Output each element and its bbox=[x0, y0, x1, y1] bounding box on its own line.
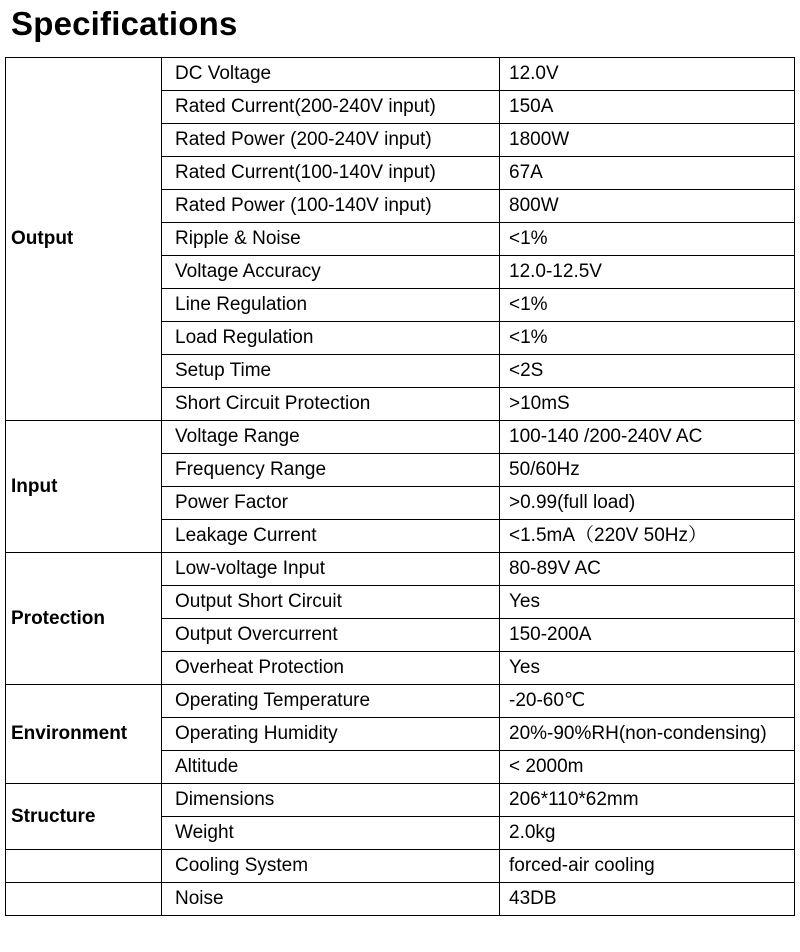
spec-parameter: Low-voltage Input bbox=[162, 553, 500, 586]
spec-parameter: Setup Time bbox=[162, 355, 500, 388]
spec-parameter: DC Voltage bbox=[162, 58, 500, 91]
spec-value: <1% bbox=[500, 322, 795, 355]
spec-row bbox=[6, 553, 795, 586]
spec-row bbox=[6, 784, 795, 817]
spec-parameter: Altitude bbox=[162, 751, 500, 784]
spec-value: >0.99(full load) bbox=[500, 487, 795, 520]
spec-parameter: Rated Current(100-140V input) bbox=[162, 157, 500, 190]
spec-parameter: Voltage Range bbox=[162, 421, 500, 454]
spec-row bbox=[6, 883, 795, 916]
spec-value: 1800W bbox=[500, 124, 795, 157]
spec-value: 800W bbox=[500, 190, 795, 223]
spec-parameter: Weight bbox=[162, 817, 500, 850]
spec-value: 50/60Hz bbox=[500, 454, 795, 487]
spec-group-label: Structure bbox=[6, 784, 162, 850]
spec-value: >10mS bbox=[500, 388, 795, 421]
page-title: Specifications bbox=[11, 5, 238, 42]
spec-row bbox=[6, 58, 795, 91]
spec-parameter: Ripple & Noise bbox=[162, 223, 500, 256]
spec-value: 43DB bbox=[500, 883, 795, 916]
spec-row bbox=[6, 685, 795, 718]
spec-group-label bbox=[6, 883, 162, 916]
spec-parameter: Rated Power (200-240V input) bbox=[162, 124, 500, 157]
spec-parameter: Frequency Range bbox=[162, 454, 500, 487]
spec-row bbox=[6, 421, 795, 454]
spec-value: 150A bbox=[500, 91, 795, 124]
spec-parameter: Power Factor bbox=[162, 487, 500, 520]
spec-group-label: Protection bbox=[6, 553, 162, 685]
spec-row bbox=[6, 850, 795, 883]
spec-value: 12.0-12.5V bbox=[500, 256, 795, 289]
spec-parameter: Leakage Current bbox=[162, 520, 500, 553]
spec-parameter: Voltage Accuracy bbox=[162, 256, 500, 289]
spec-parameter: Output Overcurrent bbox=[162, 619, 500, 652]
spec-group-label: Environment bbox=[6, 685, 162, 784]
spec-parameter: Noise bbox=[162, 883, 500, 916]
specifications-table-body bbox=[6, 58, 795, 916]
spec-parameter: Line Regulation bbox=[162, 289, 500, 322]
spec-parameter: Operating Temperature bbox=[162, 685, 500, 718]
spec-parameter: Rated Power (100-140V input) bbox=[162, 190, 500, 223]
spec-parameter: Overheat Protection bbox=[162, 652, 500, 685]
spec-group-label bbox=[6, 850, 162, 883]
spec-value: 100-140 /200-240V AC bbox=[500, 421, 795, 454]
spec-value: 20%-90%RH(non-condensing) bbox=[500, 718, 795, 751]
spec-parameter: Short Circuit Protection bbox=[162, 388, 500, 421]
spec-parameter: Dimensions bbox=[162, 784, 500, 817]
spec-parameter: Load Regulation bbox=[162, 322, 500, 355]
spec-parameter: Cooling System bbox=[162, 850, 500, 883]
spec-parameter: Rated Current(200-240V input) bbox=[162, 91, 500, 124]
spec-value: Yes bbox=[500, 652, 795, 685]
spec-value: <1.5mA（220V 50Hz） bbox=[500, 520, 795, 553]
spec-value: -20-60℃ bbox=[500, 685, 795, 718]
spec-value: 206*110*62mm bbox=[500, 784, 795, 817]
specifications-table bbox=[5, 57, 795, 916]
spec-value: < 2000m bbox=[500, 751, 795, 784]
spec-group-label: Output bbox=[6, 58, 162, 421]
spec-value: Yes bbox=[500, 586, 795, 619]
spec-value: 12.0V bbox=[500, 58, 795, 91]
spec-value: 150-200A bbox=[500, 619, 795, 652]
spec-parameter: Output Short Circuit bbox=[162, 586, 500, 619]
spec-value: <1% bbox=[500, 289, 795, 322]
spec-value: <2S bbox=[500, 355, 795, 388]
spec-parameter: Operating Humidity bbox=[162, 718, 500, 751]
spec-value: forced-air cooling bbox=[500, 850, 795, 883]
spec-group-label: Input bbox=[6, 421, 162, 553]
spec-value: 67A bbox=[500, 157, 795, 190]
spec-value: 2.0kg bbox=[500, 817, 795, 850]
spec-value: 80-89V AC bbox=[500, 553, 795, 586]
spec-value: <1% bbox=[500, 223, 795, 256]
